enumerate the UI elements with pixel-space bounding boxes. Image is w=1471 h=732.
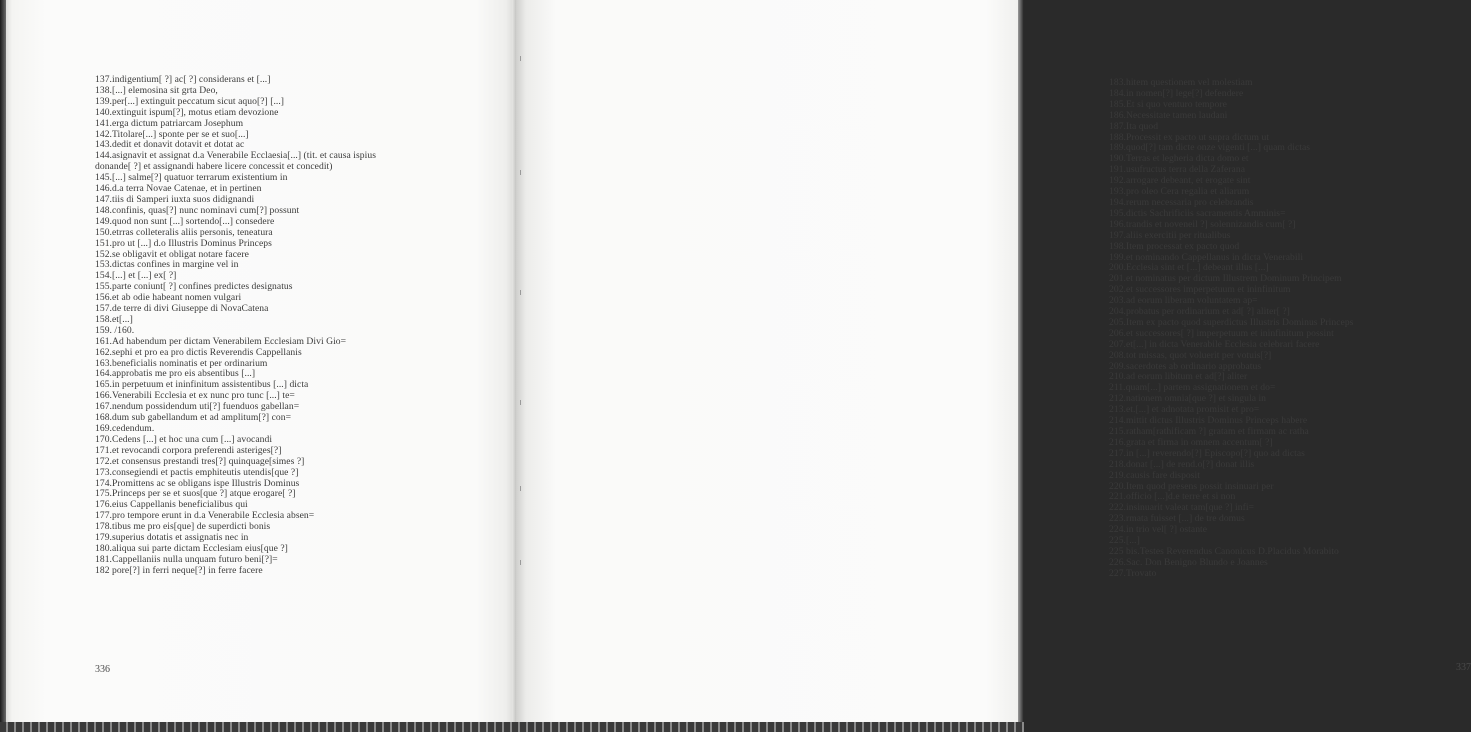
text-line: 212.nationem omnia[que ?] et singula in — [1109, 393, 1267, 405]
text-line: 169.cedendum. — [95, 423, 155, 434]
text-line: 139.per[...] extinguit peccatum sicut aquo[?] [...] — [95, 95, 285, 107]
text-line: 190.Terras et legheria dicta domo et — [1109, 153, 1249, 165]
margin-mark — [520, 56, 521, 61]
text-line: 153.dictas confines in margine vel in — [95, 259, 239, 271]
text-line: 183.hitem questionem vel molestiam — [1109, 77, 1253, 88]
text-line: 202.et successores imperpetuum et ininfinitum — [1109, 284, 1291, 296]
text-line: 151.pro ut [...] d.o Illustris Dominus Princeps — [95, 237, 272, 249]
text-line: 210.ad eorum libitum et ad[?] aliter — [1109, 371, 1248, 383]
margin-mark — [520, 560, 521, 565]
text-line: 161.Ad habendum per dictam Venerabilem Ecclesiam Divi Gio= — [95, 335, 347, 347]
text-line: 176.eius Cappellanis beneficialibus qui — [95, 499, 248, 511]
text-line: 195.dictis Sachrificiis sacramentis Amminis= — [1109, 207, 1286, 219]
text-line: 215.ratham[rathificam ?] gratam et firmam ac ratha — [1109, 426, 1309, 437]
text-line: 145.[...] salme[?] quatuor terrarum existentium in — [95, 172, 288, 184]
text-line: 216.grata et firma in omnem accentum[ ?] — [1109, 436, 1273, 448]
text-line: 188.Processit ex pacto ut supra dictum ut — [1109, 131, 1270, 143]
text-line: 154.[...] et [...] ex[ ?] — [95, 270, 177, 282]
text-line: 150.etrras colleteralis aliis personis, teneatura — [95, 226, 273, 238]
text-line: 198.Item processat ex pacto quod — [1109, 240, 1240, 252]
text-line: 192.arrogare debeant, et erogate sint — [1109, 175, 1251, 187]
text-line: 180.aliqua sui parte dictam Ecclesiam eius[que ?] — [95, 542, 288, 554]
text-line: 142.Titolare[...] sponte per se et suo[...] — [95, 128, 249, 140]
text-line: 206.et successores[ ?] imperpetuum et ininfinitum possint — [1109, 327, 1334, 339]
text-line: 178.tibus me pro eis[que] de superdicti bonis — [95, 521, 271, 533]
text-line: 224.in trio vel[ ?] ostante — [1109, 524, 1208, 536]
left-page — [6, 0, 516, 722]
text-line: 144.asignavit et assignat d.a Venerabile Ecclaesia[...] (tit. et causa ispius — [95, 150, 376, 162]
right-page — [516, 0, 1471, 722]
text-line: 162.sephi et pro ea pro dictis Reverendis Cappellanis — [95, 346, 302, 358]
text-line: 148.confinis, quas[?] nunc nominavi cum[?] possunt — [95, 204, 300, 216]
text-line: 189.quod[?] tam dicte onze vigenti [...] quam dictas — [1109, 142, 1311, 154]
text-line: 164.approbatis me pro eis absentibus [...] — [95, 368, 256, 380]
text-line: 191.usufructus terra della Zaferana — [1109, 164, 1245, 176]
text-line: 203.ad eorum liberam voluntatem ap= — [1109, 295, 1258, 307]
text-line: 223.rmata fuisset [...] de tre domus — [1109, 513, 1245, 525]
text-line: 141.erga dictum patriarcam Josephum — [95, 117, 244, 129]
text-line: 213.et.[...] et adnotata promisit et pro= — [1109, 404, 1260, 416]
text-line: donande[ ?] et assignandi habere licere concessit et concedit) — [95, 161, 333, 173]
text-line: 227.Trovato — [1109, 567, 1157, 579]
text-line: 211.quam[...] partem assignationem et do= — [1109, 382, 1276, 394]
left-page-text — [95, 75, 376, 577]
text-line: 174.Promittens ac se obligans ispe Illustris Dominus — [95, 477, 300, 489]
text-line: 156.et ab odie habeant nomen vulgari — [95, 292, 242, 304]
text-line: 204.probatus per ordinarium et ad[ ?] aliter[ ?] — [1109, 306, 1290, 318]
text-line: 143.dedit et donavit dotavit et dotat ac — [95, 139, 245, 151]
scan-edge-right — [1018, 0, 1024, 732]
text-line: 177.pro tempore erunt in d.a Venerabile Ecclesia absen= — [95, 510, 315, 522]
text-line: 193.pro oleo Cera regalia et aliarum — [1109, 186, 1250, 198]
text-line: 225.[...] — [1109, 535, 1140, 547]
text-line: 197.aliis exercitii per ritualibus — [1109, 229, 1231, 241]
text-line: 179.superius dotatis et assignatis nec in — [95, 532, 249, 544]
text-line: 158.et[...] — [95, 313, 133, 325]
text-line: 194.rerum necessaria pro celebrandis — [1109, 196, 1254, 208]
text-line: 182 pore[?] in ferri neque[?] in ferre facere — [95, 564, 263, 576]
text-line: 200.Ecclesia sint et [...] debeant illus [...] — [1109, 262, 1269, 274]
text-line: 138.[...] elemosina sit grta Deo, — [95, 84, 218, 96]
text-line: 167.nendum possidendum uti[?] fuenduos gabellan= — [95, 401, 300, 413]
text-line: 186.Necessitate tamen laudani — [1109, 109, 1228, 121]
text-line: 222.insinuarit valeat tam[que ?] infi= — [1109, 502, 1255, 514]
text-line: 219.causis fare disposit — [1109, 469, 1200, 481]
text-line: 137.indigentium[ ?] ac[ ?] considerans et [...] — [95, 74, 271, 85]
text-line: 146.d.a terra Novae Catenae, et in pertinen — [95, 183, 262, 195]
text-line: 220.Item quod presens possit insinuari per — [1109, 480, 1274, 492]
text-line: 184.in nomen[?] lege[?] defendere — [1109, 87, 1244, 99]
margin-mark — [520, 486, 521, 491]
text-line: 140.extinguit ispum[?], motus etiam devozione — [95, 106, 279, 118]
text-line: 159. /160. — [95, 324, 135, 336]
text-line: 171.et revocandi corpora preferendi asteriges[?] — [95, 444, 282, 456]
text-line: 196.trandis et noveneil ?] solennizandis cum[ ?] — [1109, 218, 1296, 230]
text-line: 201.et nominatus per dictum Illustrem Dominum Principem — [1109, 273, 1342, 285]
text-line: 155.parte coniunt[ ?] confines predictes designatus — [95, 281, 293, 293]
text-line: 199.et nominando Cappellanus in dicta Venerabili — [1109, 251, 1304, 263]
text-line: 166.Venerabili Ecclesia et ex nunc pro tunc [...] te= — [95, 390, 295, 402]
text-line: 152.se obligavit et obligat notare facere — [95, 248, 249, 260]
text-line: 165.in perpetuum et ininfinitum assistentibus [...] dicta — [95, 379, 309, 391]
text-line: 185.Et si quo venturo tempore — [1109, 98, 1227, 110]
text-line: 181.Cappellaniis nulla unquam futuro beni[?]= — [95, 553, 278, 565]
text-line: 175.Princeps per se et suos[que ?] atque erogare[ ?] — [95, 488, 296, 500]
text-line: 149.quod non sunt [...] sortendo[...] consedere — [95, 215, 275, 227]
margin-mark — [520, 400, 521, 405]
text-line: 170.Cedens [...] et hoc una cum [...] avocandi — [95, 433, 273, 445]
text-line: 208.tot missas, quot voluerit per votuis[?] — [1109, 349, 1272, 361]
text-line: 209.sacerdotes ab ordinario approbatus — [1109, 360, 1262, 372]
text-line: 221.officio [...]d.e terre et si non — [1109, 491, 1236, 503]
text-line: 207.et[...] in dicta Venerabile Ecclesia celebrari facere — [1109, 338, 1320, 350]
text-line: 172.et consensus prestandi tres[?] quinquage[simes ?] — [95, 455, 305, 467]
text-line: 187.Ita quod — [1109, 120, 1159, 132]
text-line: 168.dum sub gabellandum et ad amplitum[?] con= — [95, 412, 292, 424]
text-line: 205.Item ex pacto quod superdictus Illustris Dominus Princeps — [1109, 316, 1354, 328]
right-page-number: 337 — [1456, 662, 1471, 673]
text-line: 157.de terre di divi Giuseppe di NovaCatena — [95, 303, 269, 315]
text-line: 147.tiis di Samperi iuxta suos didignandi — [95, 193, 255, 205]
text-line: 218.donat [...] de rend.o[?] donat illis — [1109, 458, 1255, 470]
text-line: 214.mittit dictus Illustris Dominus Princeps habere — [1109, 415, 1308, 427]
text-line: 217.in [...] reverendo[?] Episcopo[?] quo ad dictas — [1109, 447, 1305, 459]
text-line: 226.Sac. Don Benigno Blundo e Joannes — [1109, 556, 1268, 568]
scan-bottom-strip — [0, 722, 1024, 732]
text-line: 225 bis.Testes Reverendus Canonicus D.Placidus Morabito — [1109, 545, 1339, 557]
left-page-number: 336 — [95, 664, 110, 675]
text-line: 163.beneficialis nominatis et per ordinarium — [95, 357, 268, 369]
right-page-text — [1109, 78, 1353, 580]
text-line: 173.consegiendi et pactis emphiteutis utendis[que ?] — [95, 466, 299, 478]
margin-mark — [520, 170, 521, 175]
margin-mark — [520, 290, 521, 295]
